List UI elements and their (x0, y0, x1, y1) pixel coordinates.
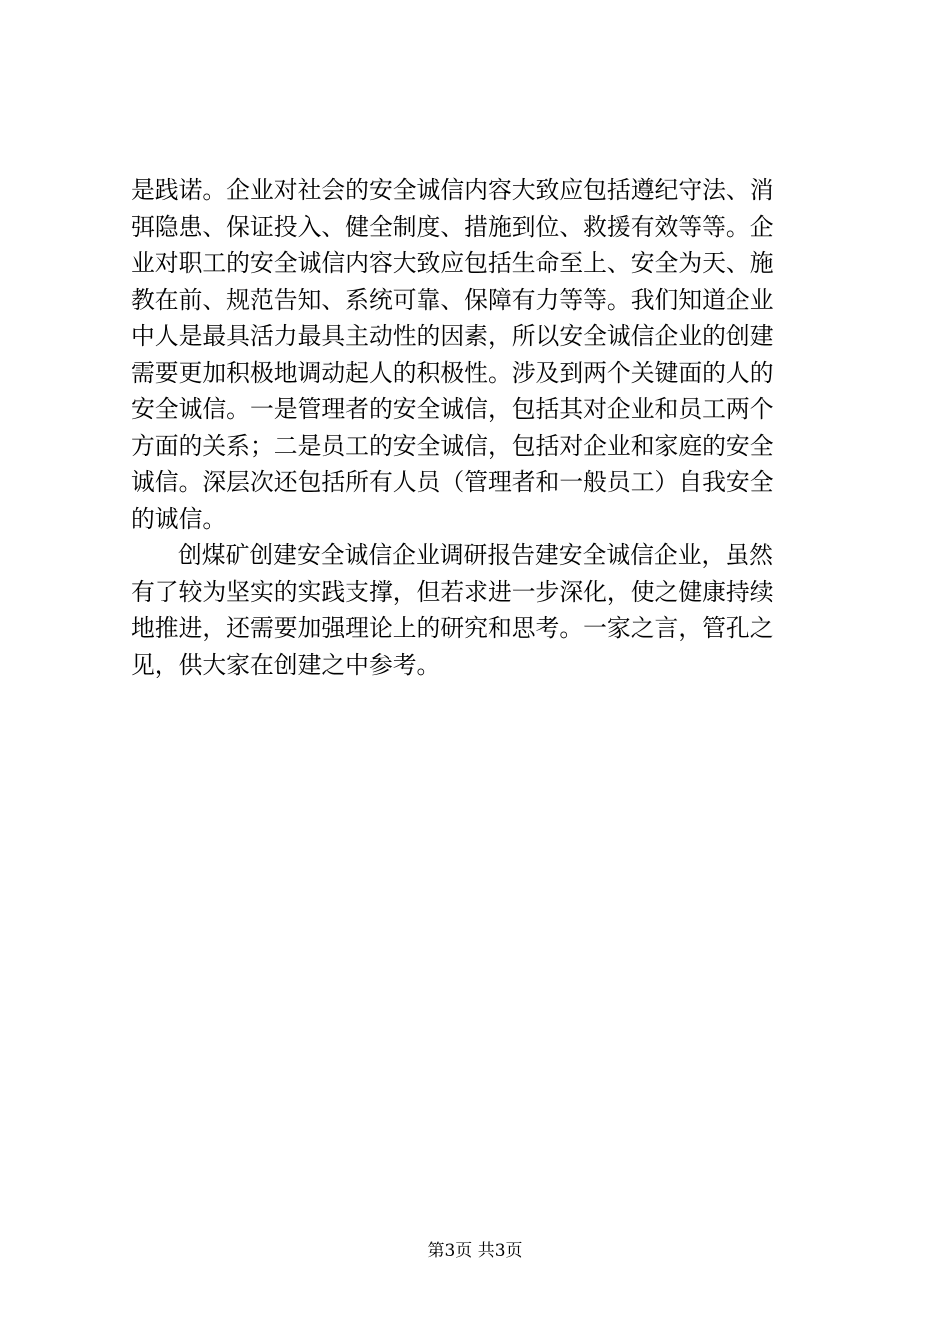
text-line: 需要更加积极地调动起人的积极性。涉及到两个关键面的人的 (131, 358, 774, 387)
text-line: 诚信。深层次还包括所有人员（管理者和一般员工）自我安全 (131, 468, 774, 496)
paragraph-1 (131, 172, 837, 537)
text-line: 创煤矿创建安全诚信企业调研报告建安全诚信企业，虽然 (178, 541, 773, 569)
text-line: 业对职工的安全诚信内容大致应包括生命至上、安全为天、施 (131, 249, 774, 277)
text-line: 是践诺。企业对社会的安全诚信内容大致应包括遵纪守法、消 (131, 176, 774, 204)
text-line: 的诚信。 (131, 504, 227, 533)
text-line: 弭隐患、保证投入、健全制度、措施到位、救援有效等等。企 (131, 212, 774, 241)
text-line: 方面的关系；二是员工的安全诚信，包括对企业和家庭的安全 (131, 431, 774, 460)
text-line: 地推进，还需要加强理论上的研究和思考。一家之言，管孔之 (131, 614, 774, 642)
text-line: 有了较为坚实的实践支撑，但若求进一步深化，使之健康持续 (131, 577, 774, 606)
text-line: 见，供大家在创建之中参考。 (131, 650, 441, 679)
document-body (131, 172, 837, 683)
page-number-footer: 第3页 共3页 (427, 1241, 523, 1261)
text-line: 教在前、规范告知、系统可靠、保障有力等等。我们知道企业 (131, 285, 774, 314)
text-line: 中人是最具活力最具主动性的因素，所以安全诚信企业的创建 (131, 322, 774, 350)
paragraph-2 (131, 537, 837, 683)
text-line: 安全诚信。一是管理者的安全诚信，包括其对企业和员工两个 (131, 395, 774, 423)
